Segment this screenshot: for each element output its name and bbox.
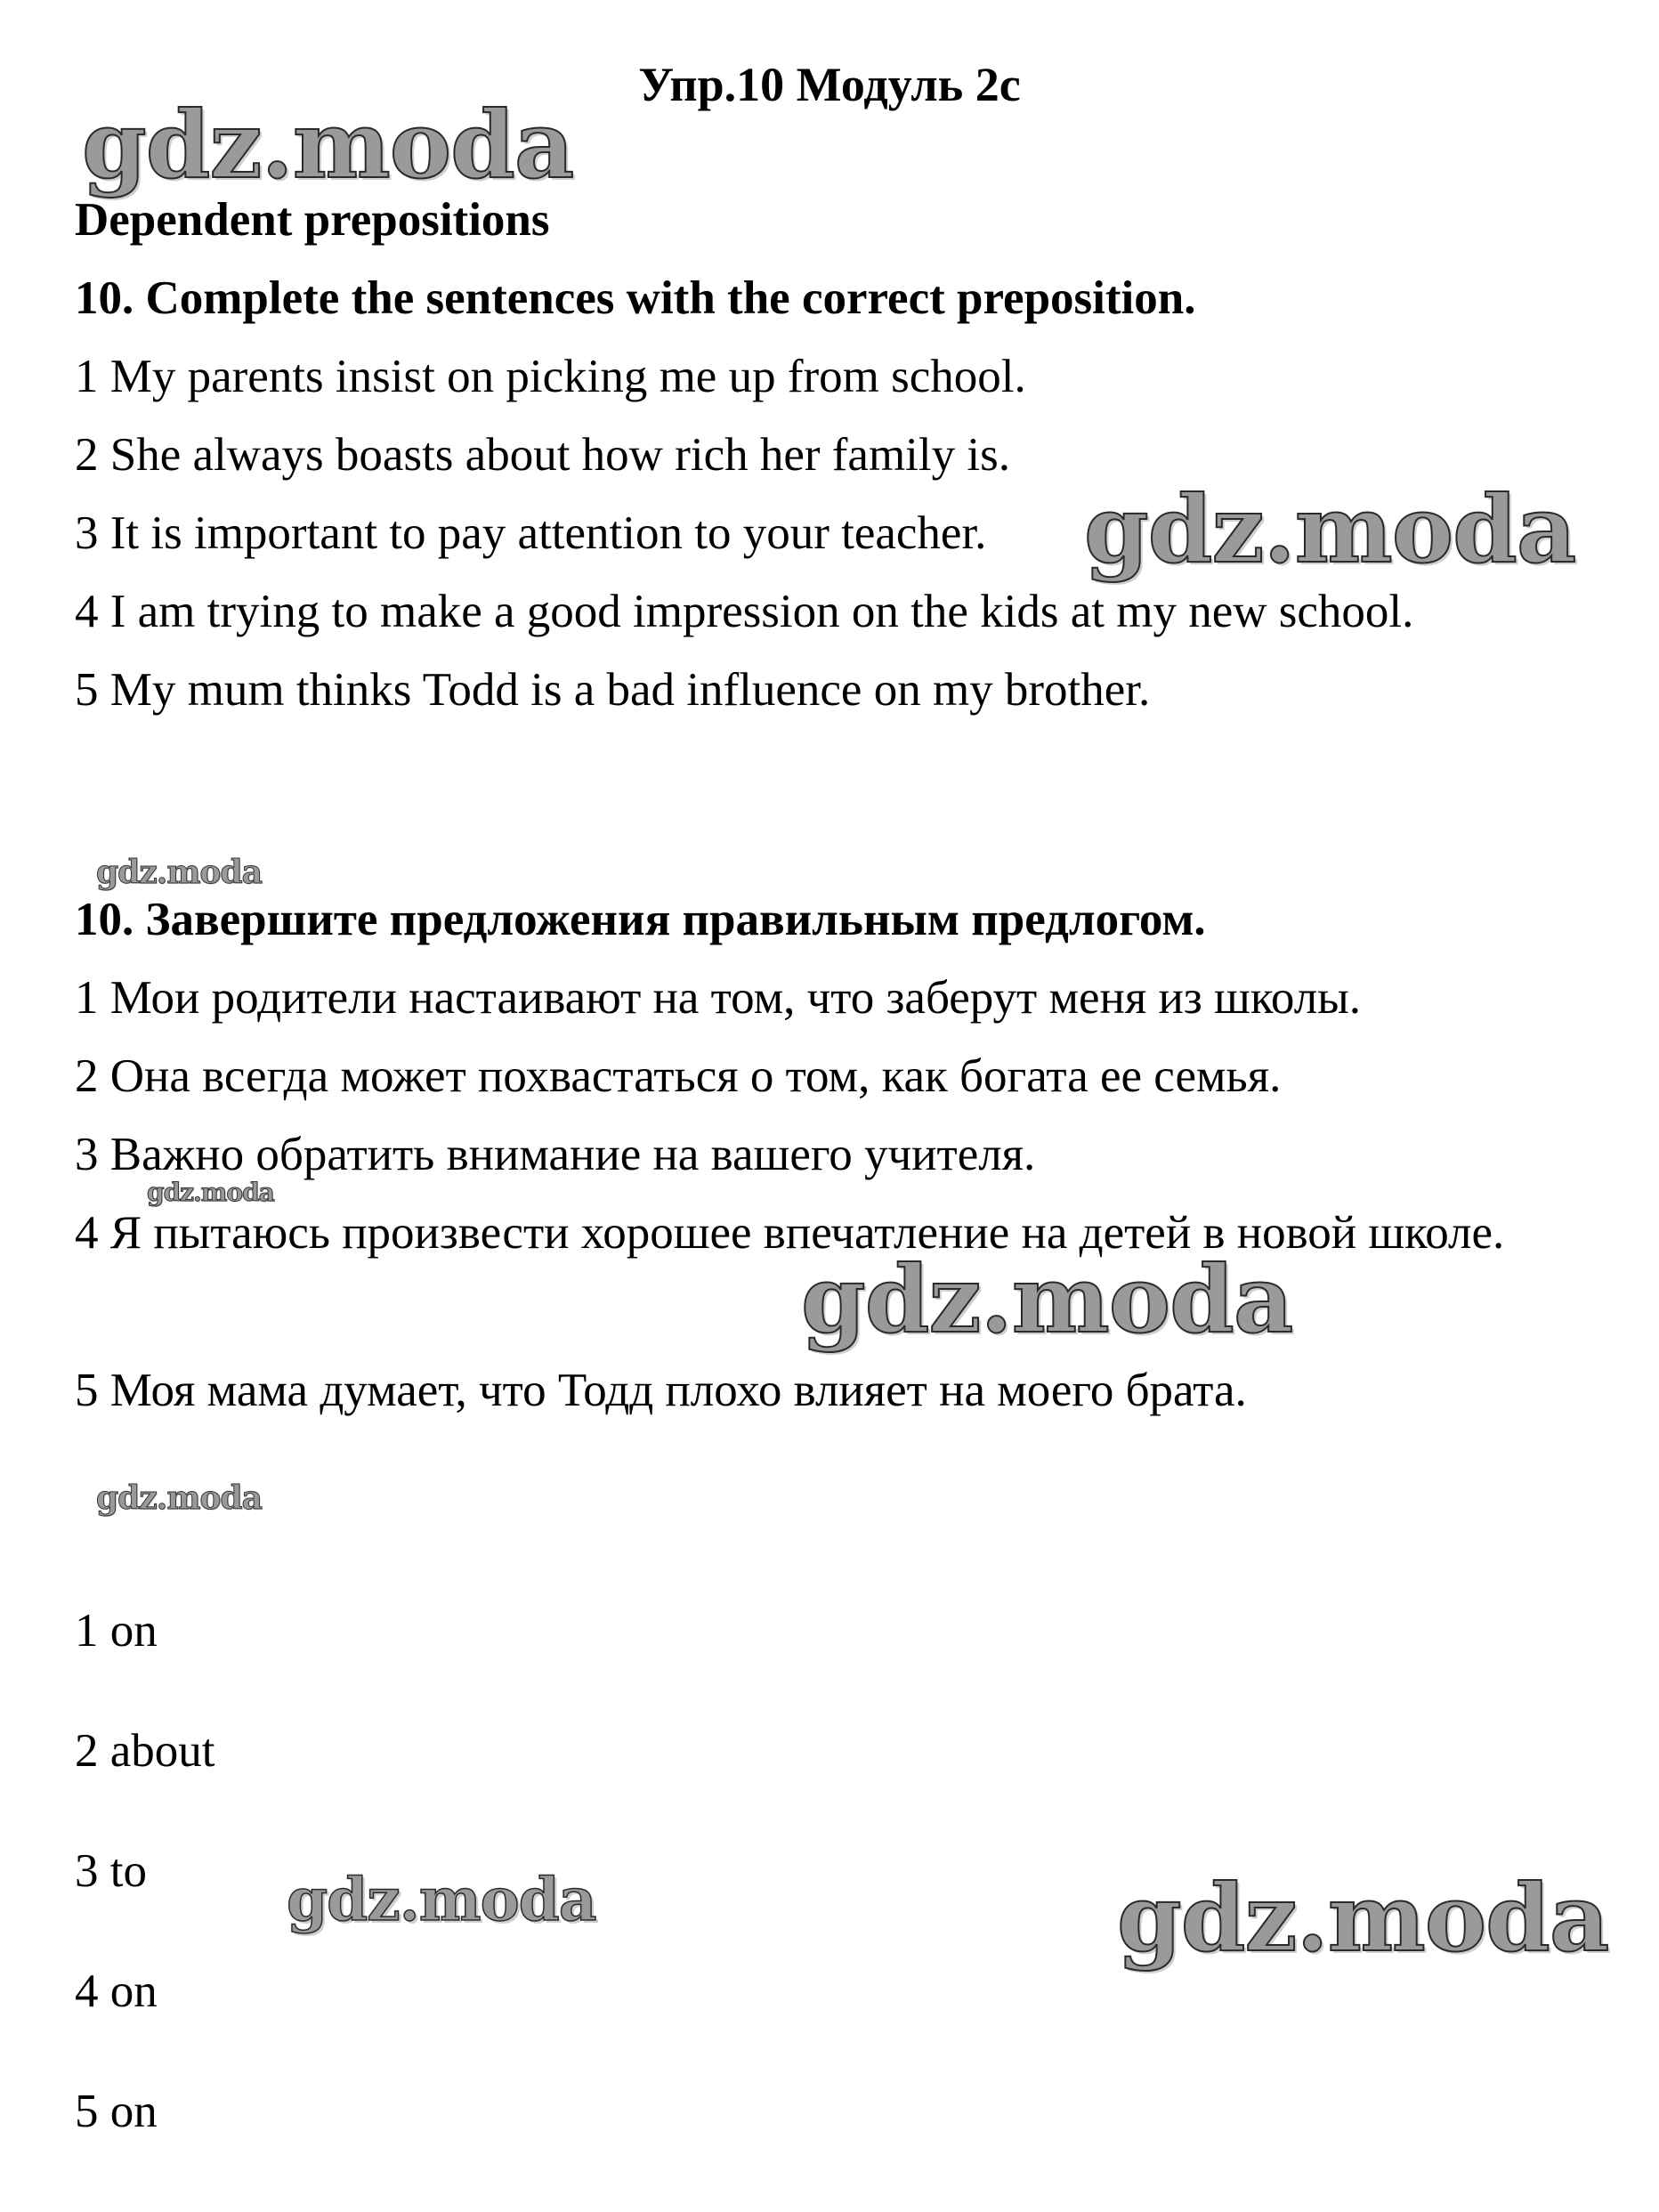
page-title: Упр.10 Модуль 2с	[638, 58, 1021, 111]
sentence-ru: 3 Важно обратить внимание на вашего учителя.	[75, 1129, 1036, 1180]
section-heading: Dependent prepositions	[75, 194, 550, 246]
sentence-en: 1 My parents insist on picking me up from school.	[75, 351, 1026, 402]
sentence-ru: 4 Я пытаюсь произвести хорошее впечатление на детей в новой школе.	[75, 1207, 1505, 1259]
sentence-en: 3 It is important to pay attention to your teacher.	[75, 507, 987, 559]
answer-item: 1 on	[75, 1605, 158, 1657]
watermark-logo: gdz.moda	[96, 1479, 262, 1517]
sentence-ru: 1 Мои родители настаивают на том, что заберут меня из школы.	[75, 972, 1362, 1024]
watermark-logo: gdz.moda	[801, 1244, 1293, 1354]
watermark-logo: gdz.moda	[1084, 474, 1576, 584]
sentence-ru: 2 Она всегда может похвастаться о том, как богата ее семья.	[75, 1050, 1282, 1102]
sentence-en: 4 I am trying to make a good impression on the kids at my new school.	[75, 586, 1414, 637]
task-instruction-ru: 10. Завершите предложения правильным предлогом.	[75, 894, 1206, 945]
watermark-logo: gdz.moda	[96, 854, 262, 891]
watermark-logo: gdz.moda	[147, 1178, 274, 1207]
watermark-logo: gdz.moda	[1117, 1863, 1609, 1973]
task-instruction-en: 10. Complete the sentences with the correct preposition.	[75, 272, 1196, 324]
answer-item: 4 on	[75, 1965, 158, 2017]
watermark-logo: gdz.moda	[82, 90, 574, 199]
answer-item: 3 to	[75, 1845, 147, 1897]
sentence-ru: 5 Моя мама думает, что Тодд плохо влияет на моего брата.	[75, 1365, 1247, 1416]
sentence-en: 2 She always boasts about how rich her family is.	[75, 429, 1010, 481]
watermark-logo: gdz.moda	[287, 1865, 596, 1934]
answer-item: 2 about	[75, 1725, 215, 1777]
sentence-en: 5 My mum thinks Todd is a bad influence on my brother.	[75, 664, 1151, 716]
answer-item: 5 on	[75, 2086, 158, 2137]
